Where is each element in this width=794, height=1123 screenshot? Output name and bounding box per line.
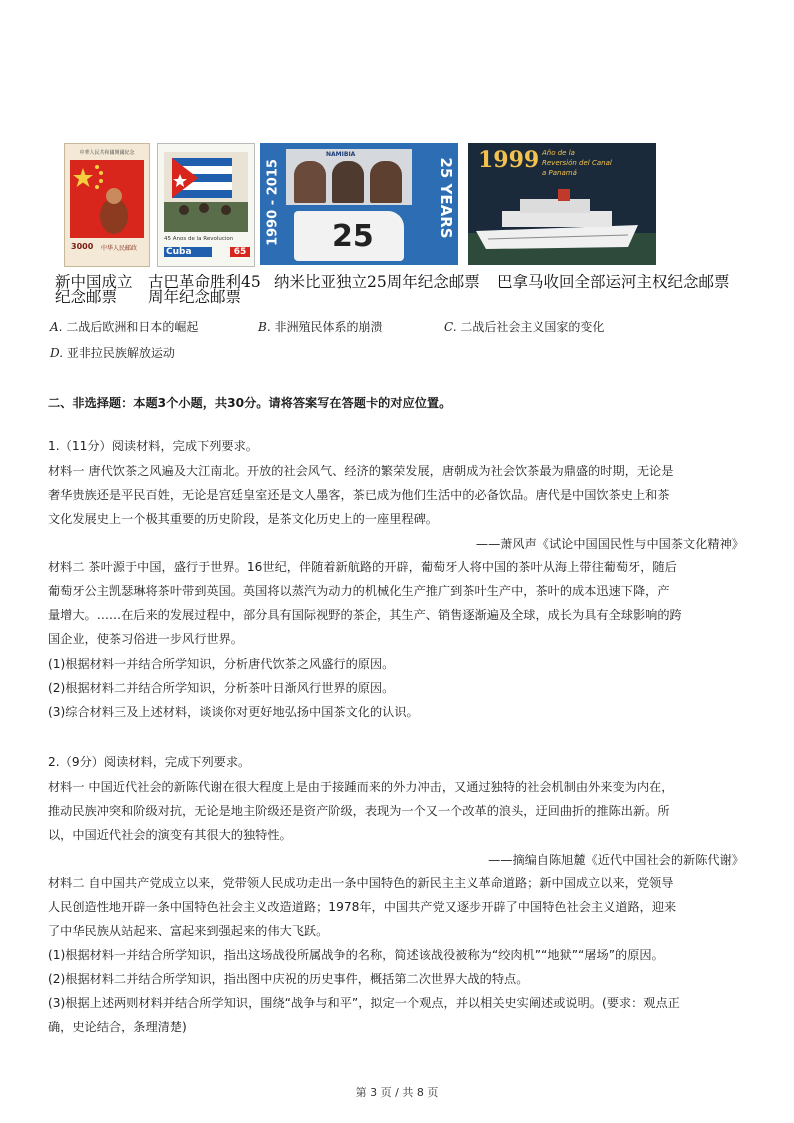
stamp-cuba-revolution (157, 143, 255, 267)
portrait-right (370, 161, 402, 203)
stamp-panama-year: 1999 (478, 147, 540, 173)
q1-material1-line3: 文化发展史上一个极其重要的历史阶段，是茶文化历史上的一座里程碑。 (48, 512, 438, 526)
q1-material2-line2: 葡萄牙公主凯瑟琳将茶叶带到英国。英国将以蒸汽为动力的机械化生产推广到茶叶生产中，茶叶的成本迅速下降，产 (48, 584, 670, 598)
stamp-namibia-map (294, 211, 404, 261)
stamp-prc-footer: 中华人民邮政 (101, 245, 138, 252)
stamp-prc-value: 3000 (71, 242, 94, 251)
q2-material2-line3: 了中华民族从站起来、富起来到强起来的伟大飞跃。 (48, 924, 329, 938)
stamp-panama-text1: Año de la (542, 149, 575, 157)
flag-icon (164, 152, 248, 232)
q2-material1-source: ——摘编自陈旭麓《近代中国社会的新陈代谢》 (488, 853, 744, 867)
stamp-cuba-scene (164, 152, 248, 232)
q2-material1-line2: 推动民族冲突和阶级对抗，无论是地主阶级还是资产阶级，表现为一个又一个改革的浪头，迂回曲折的推陈出新。所 (48, 804, 670, 818)
stamp-cuba-caption: 45 Anos de la Revolucion (164, 236, 234, 242)
q1-material2-line4: 国企业，使茶习俗进一步风行世界。 (48, 632, 243, 646)
portrait-left (294, 161, 326, 203)
portrait-center (332, 161, 364, 203)
option-b-letter: B. (258, 320, 271, 334)
cruise-ship-icon (468, 181, 656, 265)
q2-material2-line2: 人民创造性地开辟一条中国特色社会主义改造道路；1978年，中国共产党又逐步开辟了中国特色社会主义道路，迎来 (48, 900, 677, 914)
q2-ask3-line2: 确，史论结合，条理清楚) (48, 1020, 187, 1034)
caption-panama: 巴拿马收回全部运河主权纪念邮票 (497, 273, 730, 291)
option-b-text: 非洲殖民体系的崩溃 (274, 320, 383, 334)
caption-cuba: 古巴革命胜利45 周年纪念邮票 (148, 273, 261, 306)
option-d-letter: D. (50, 346, 64, 360)
q1-title: 1.（11分）阅读材料，完成下列要求。 (48, 439, 258, 453)
option-a-text: 二战后欧洲和日本的崛起 (66, 320, 199, 334)
q2-material1-line3: 以，中国近代社会的演变有其很大的独特性。 (48, 828, 292, 842)
stamp-prc-header: 中華人民共和國開國紀念 (79, 150, 135, 156)
stamp-panama-canal (468, 143, 656, 265)
q2-ask1: (1)根据材料一并结合所学知识，指出这场战役所属战争的名称，简述该战役被称为“绞肉机”“地狱”“屠场”的原因。 (48, 948, 664, 962)
option-a-letter: A. (50, 320, 63, 334)
caption-prc: 新中国成立 纪念邮票 (55, 273, 133, 306)
option-c-letter: C. (444, 320, 457, 334)
stamp-namibia-25-years: 25 YEARS (437, 157, 455, 239)
q1-ask2: (2)根据材料二并结合所学知识，分析茶叶日渐风行世界的原因。 (48, 681, 395, 695)
q2-title: 2.（9分）阅读材料，完成下列要求。 (48, 755, 251, 769)
q2-ask3-line1: (3)根据上述两则材料并结合所学知识，围绕“战争与和平”，拟定一个观点，并以相关史实阐述或说明。(要求：观点正 (48, 996, 680, 1010)
q1-material1-line2: 奢华贵族还是平民百姓，无论是宫廷皇室还是文人墨客，茶已成为他们生活中的必备饮品。唐代是中国饮茶史上和茶 (48, 488, 670, 502)
stamp-cuba-value: 65 (230, 247, 250, 257)
option-c[interactable] (444, 318, 604, 335)
q1-ask3: (3)综合材料三及上述材料，谈谈你对更好地弘扬中国茶文化的认识。 (48, 705, 419, 719)
option-c-text: 二战后社会主义国家的变化 (460, 320, 605, 334)
stamp-namibia-years: 1990 - 2015 (265, 159, 281, 246)
page-number: 第 3 页 / 共 8 页 (355, 1086, 439, 1099)
q2-ask2: (2)根据材料二并结合所学知识，指出图中庆祝的历史事件，概括第二次世界大战的特点。 (48, 972, 529, 986)
option-b[interactable] (258, 318, 382, 335)
option-a[interactable] (50, 318, 198, 335)
caption-namibia: 纳米比亚独立25周年纪念邮票 (274, 273, 480, 291)
option-d-text: 亚非拉民族解放运动 (66, 346, 175, 360)
star-icon (70, 160, 144, 238)
stamp-namibia-country: NAMIBIA (326, 151, 356, 158)
q1-material2-line3: 量增大。……在后来的发展过程中，部分具有国际视野的茶企，其生产、销售逐渐遍及全球，成长为具有全球影响的跨 (48, 608, 682, 622)
q1-ask1: (1)根据材料一并结合所学知识，分析唐代饮茶之风盛行的原因。 (48, 657, 395, 671)
section-heading: 二、非选择题：本题3个小题，共30分。请将答案写在答题卡的对应位置。 (48, 396, 452, 410)
stamp-panama-text3: a Panamá (542, 169, 577, 177)
q1-material2-line1: 材料二 茶叶源于中国，盛行于世界。16世纪，伴随着新航路的开辟，葡萄牙人将中国的茶叶从海上带往葡萄牙，随后 (48, 560, 677, 574)
stamp-namibia-independence-word: INDEPENDENCE (457, 171, 467, 236)
q1-material1-source: ——萧风声《试论中国国民性与中国茶文化精神》 (475, 537, 744, 551)
stamp-cuba-country: Cuba (164, 247, 212, 257)
q1-material1-line1: 材料一 唐代饮茶之风遍及大江南北。开放的社会风气、经济的繁荣发展，唐朝成为社会饮茶最为鼎盛的时期，无论是 (48, 464, 674, 478)
stamp-namibia-independence (260, 143, 467, 265)
stamp-prc-flag (70, 160, 144, 238)
option-d[interactable] (50, 344, 175, 361)
q2-material1-line1: 材料一 中国近代社会的新陈代谢在很大程度上是由于接踵而来的外力冲击，又通过独特的社会机制由外来变为内在， (48, 780, 674, 794)
stamp-namibia-inner (286, 149, 412, 205)
stamp-panama-text2: Reversión del Canal (542, 159, 612, 167)
stamp-namibia-number: 25 (332, 219, 374, 254)
q2-material2-line1: 材料二 自中国共产党成立以来，党带领人民成功走出一条中国特色的新民主主义革命道路；新中国成立以来，党领导 (48, 876, 674, 890)
stamp-prc-founding (64, 143, 150, 267)
